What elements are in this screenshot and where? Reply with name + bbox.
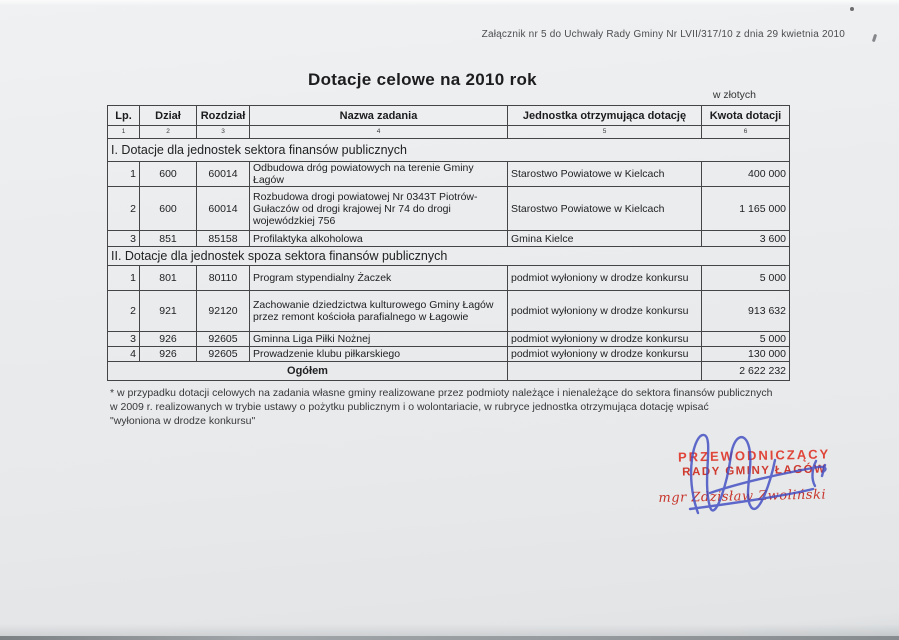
cell-jednostka: podmiot wyłoniony w drodze konkursu xyxy=(508,291,702,332)
footnote-line: w 2009 r. realizowanych w trybie ustawy o pożytku publicznym i o wolontariacie, w rubryce jednostka otrzymująca dotację wpisać xyxy=(110,401,709,413)
cell-rozdzial: 60014 xyxy=(197,162,250,187)
section-2-header-row xyxy=(108,247,790,266)
cell-rozdzial: 85158 xyxy=(197,231,250,247)
cell-nazwa: Zachowanie dziedzictwa kulturowego Gminy Łagów przez remont kościoła parafialnego w Łagowie xyxy=(250,291,508,332)
total-row xyxy=(108,362,790,381)
cell-kwota: 913 632 xyxy=(702,291,790,332)
cell-lp: 2 xyxy=(108,187,140,231)
cell-dzial: 600 xyxy=(140,187,197,231)
cell-kwota: 400 000 xyxy=(702,162,790,187)
column-header-nazwa: Nazwa zadania xyxy=(250,106,508,126)
scan-speck xyxy=(850,7,854,11)
cell-kwota: 5 000 xyxy=(702,266,790,291)
handwritten-signature xyxy=(650,423,862,521)
cell-nazwa: Prowadzenie klubu piłkarskiego xyxy=(250,347,508,362)
cell-dzial: 926 xyxy=(140,332,197,347)
cell-lp: 3 xyxy=(108,332,140,347)
cell-jednostka: Gmina Kielce xyxy=(508,231,702,247)
table-row xyxy=(108,266,790,291)
cell-rozdzial: 92605 xyxy=(197,332,250,347)
cell-kwota: 1 165 000 xyxy=(702,187,790,231)
section-1-label: I. Dotacje dla jednostek sektora finansów publicznych xyxy=(108,139,790,162)
cell-rozdzial: 60014 xyxy=(197,187,250,231)
table-row xyxy=(108,162,790,187)
cell-nazwa: Gminna Liga Piłki Nożnej xyxy=(250,332,508,347)
cell-jednostka: podmiot wyłoniony w drodze konkursu xyxy=(508,347,702,362)
column-header-dzial: Dział xyxy=(140,106,197,126)
total-value: 2 622 232 xyxy=(702,362,790,381)
column-number: 2 xyxy=(140,126,197,139)
cell-lp: 1 xyxy=(108,162,140,187)
column-number-row xyxy=(108,126,790,139)
cell-jednostka: Starostwo Powiatowe w Kielcach xyxy=(508,162,702,187)
table-header-row xyxy=(108,106,790,126)
cell-kwota: 3 600 xyxy=(702,231,790,247)
cell-lp: 4 xyxy=(108,347,140,362)
table-row xyxy=(108,347,790,362)
footnote xyxy=(110,386,820,428)
column-number: 1 xyxy=(108,126,140,139)
cell-jednostka: podmiot wyłoniony w drodze konkursu xyxy=(508,332,702,347)
column-header-rozdzial: Rozdział xyxy=(197,106,250,126)
cell-dzial: 851 xyxy=(140,231,197,247)
cell-dzial: 926 xyxy=(140,347,197,362)
cell-nazwa: Odbudowa dróg powiatowych na terenie Gminy Łagów xyxy=(250,162,508,187)
cell-rozdzial: 92605 xyxy=(197,347,250,362)
grants-table xyxy=(107,105,790,381)
cell-kwota: 5 000 xyxy=(702,332,790,347)
cell-dzial: 600 xyxy=(140,162,197,187)
cell-kwota: 130 000 xyxy=(702,347,790,362)
column-header-kwota: Kwota dotacji xyxy=(702,106,790,126)
page-title: Dotacje celowe na 2010 rok xyxy=(308,70,537,89)
cell-nazwa: Rozbudowa drogi powiatowej Nr 0343T Piotrów-Gułaczów od drogi krajowej Nr 74 do drogi wojewódzkiej 756 xyxy=(250,187,508,231)
table-row xyxy=(108,231,790,247)
cell-rozdzial: 80110 xyxy=(197,266,250,291)
stamp-subtitle: RADY GMINY ŁAGÓW xyxy=(682,463,827,479)
scan-speck xyxy=(872,34,877,43)
cell-lp: 2 xyxy=(108,291,140,332)
table-row xyxy=(108,332,790,347)
column-number: 6 xyxy=(702,126,790,139)
cell-rozdzial: 92120 xyxy=(197,291,250,332)
section-2-label: II. Dotacje dla jednostek spoza sektora finansów publicznych xyxy=(108,247,790,266)
paper-top-edge xyxy=(0,0,899,6)
column-header-jednostka: Jednostka otrzymująca dotację xyxy=(508,106,702,126)
cell-dzial: 801 xyxy=(140,266,197,291)
total-jednostka-empty xyxy=(508,362,702,381)
cell-dzial: 921 xyxy=(140,291,197,332)
stamp-title: PRZEWODNICZĄCY xyxy=(677,446,831,465)
paper-bottom-edge xyxy=(0,636,899,640)
column-number: 4 xyxy=(250,126,508,139)
cell-lp: 3 xyxy=(108,231,140,247)
table-row xyxy=(108,187,790,231)
cell-nazwa: Profilaktyka alkoholowa xyxy=(250,231,508,247)
cell-nazwa: Program stypendialny Żaczek xyxy=(250,266,508,291)
column-number: 5 xyxy=(508,126,702,139)
currency-note: w złotych xyxy=(712,89,756,101)
stamp-name: mgr Zdzisław Zwoliński xyxy=(658,487,827,507)
total-label: Ogółem xyxy=(108,362,508,381)
footnote-line: * w przypadku dotacji celowych na zadania własne gminy realizowane przez podmioty należące i nienależące do sektora finansów publicznych xyxy=(110,387,773,399)
column-header-lp: Lp. xyxy=(108,106,140,126)
section-1-header-row xyxy=(108,139,790,162)
cell-jednostka: podmiot wyłoniony w drodze konkursu xyxy=(508,266,702,291)
attachment-note: Załącznik nr 5 do Uchwały Rady Gminy Nr LVII/317/10 z dnia 29 kwietnia 2010 xyxy=(481,29,845,40)
cell-jednostka: Starostwo Powiatowe w Kielcach xyxy=(508,187,702,231)
table-row xyxy=(108,291,790,332)
cell-lp: 1 xyxy=(108,266,140,291)
footnote-line: "wyłoniona w drodze konkursu" xyxy=(110,415,256,427)
column-number: 3 xyxy=(197,126,250,139)
